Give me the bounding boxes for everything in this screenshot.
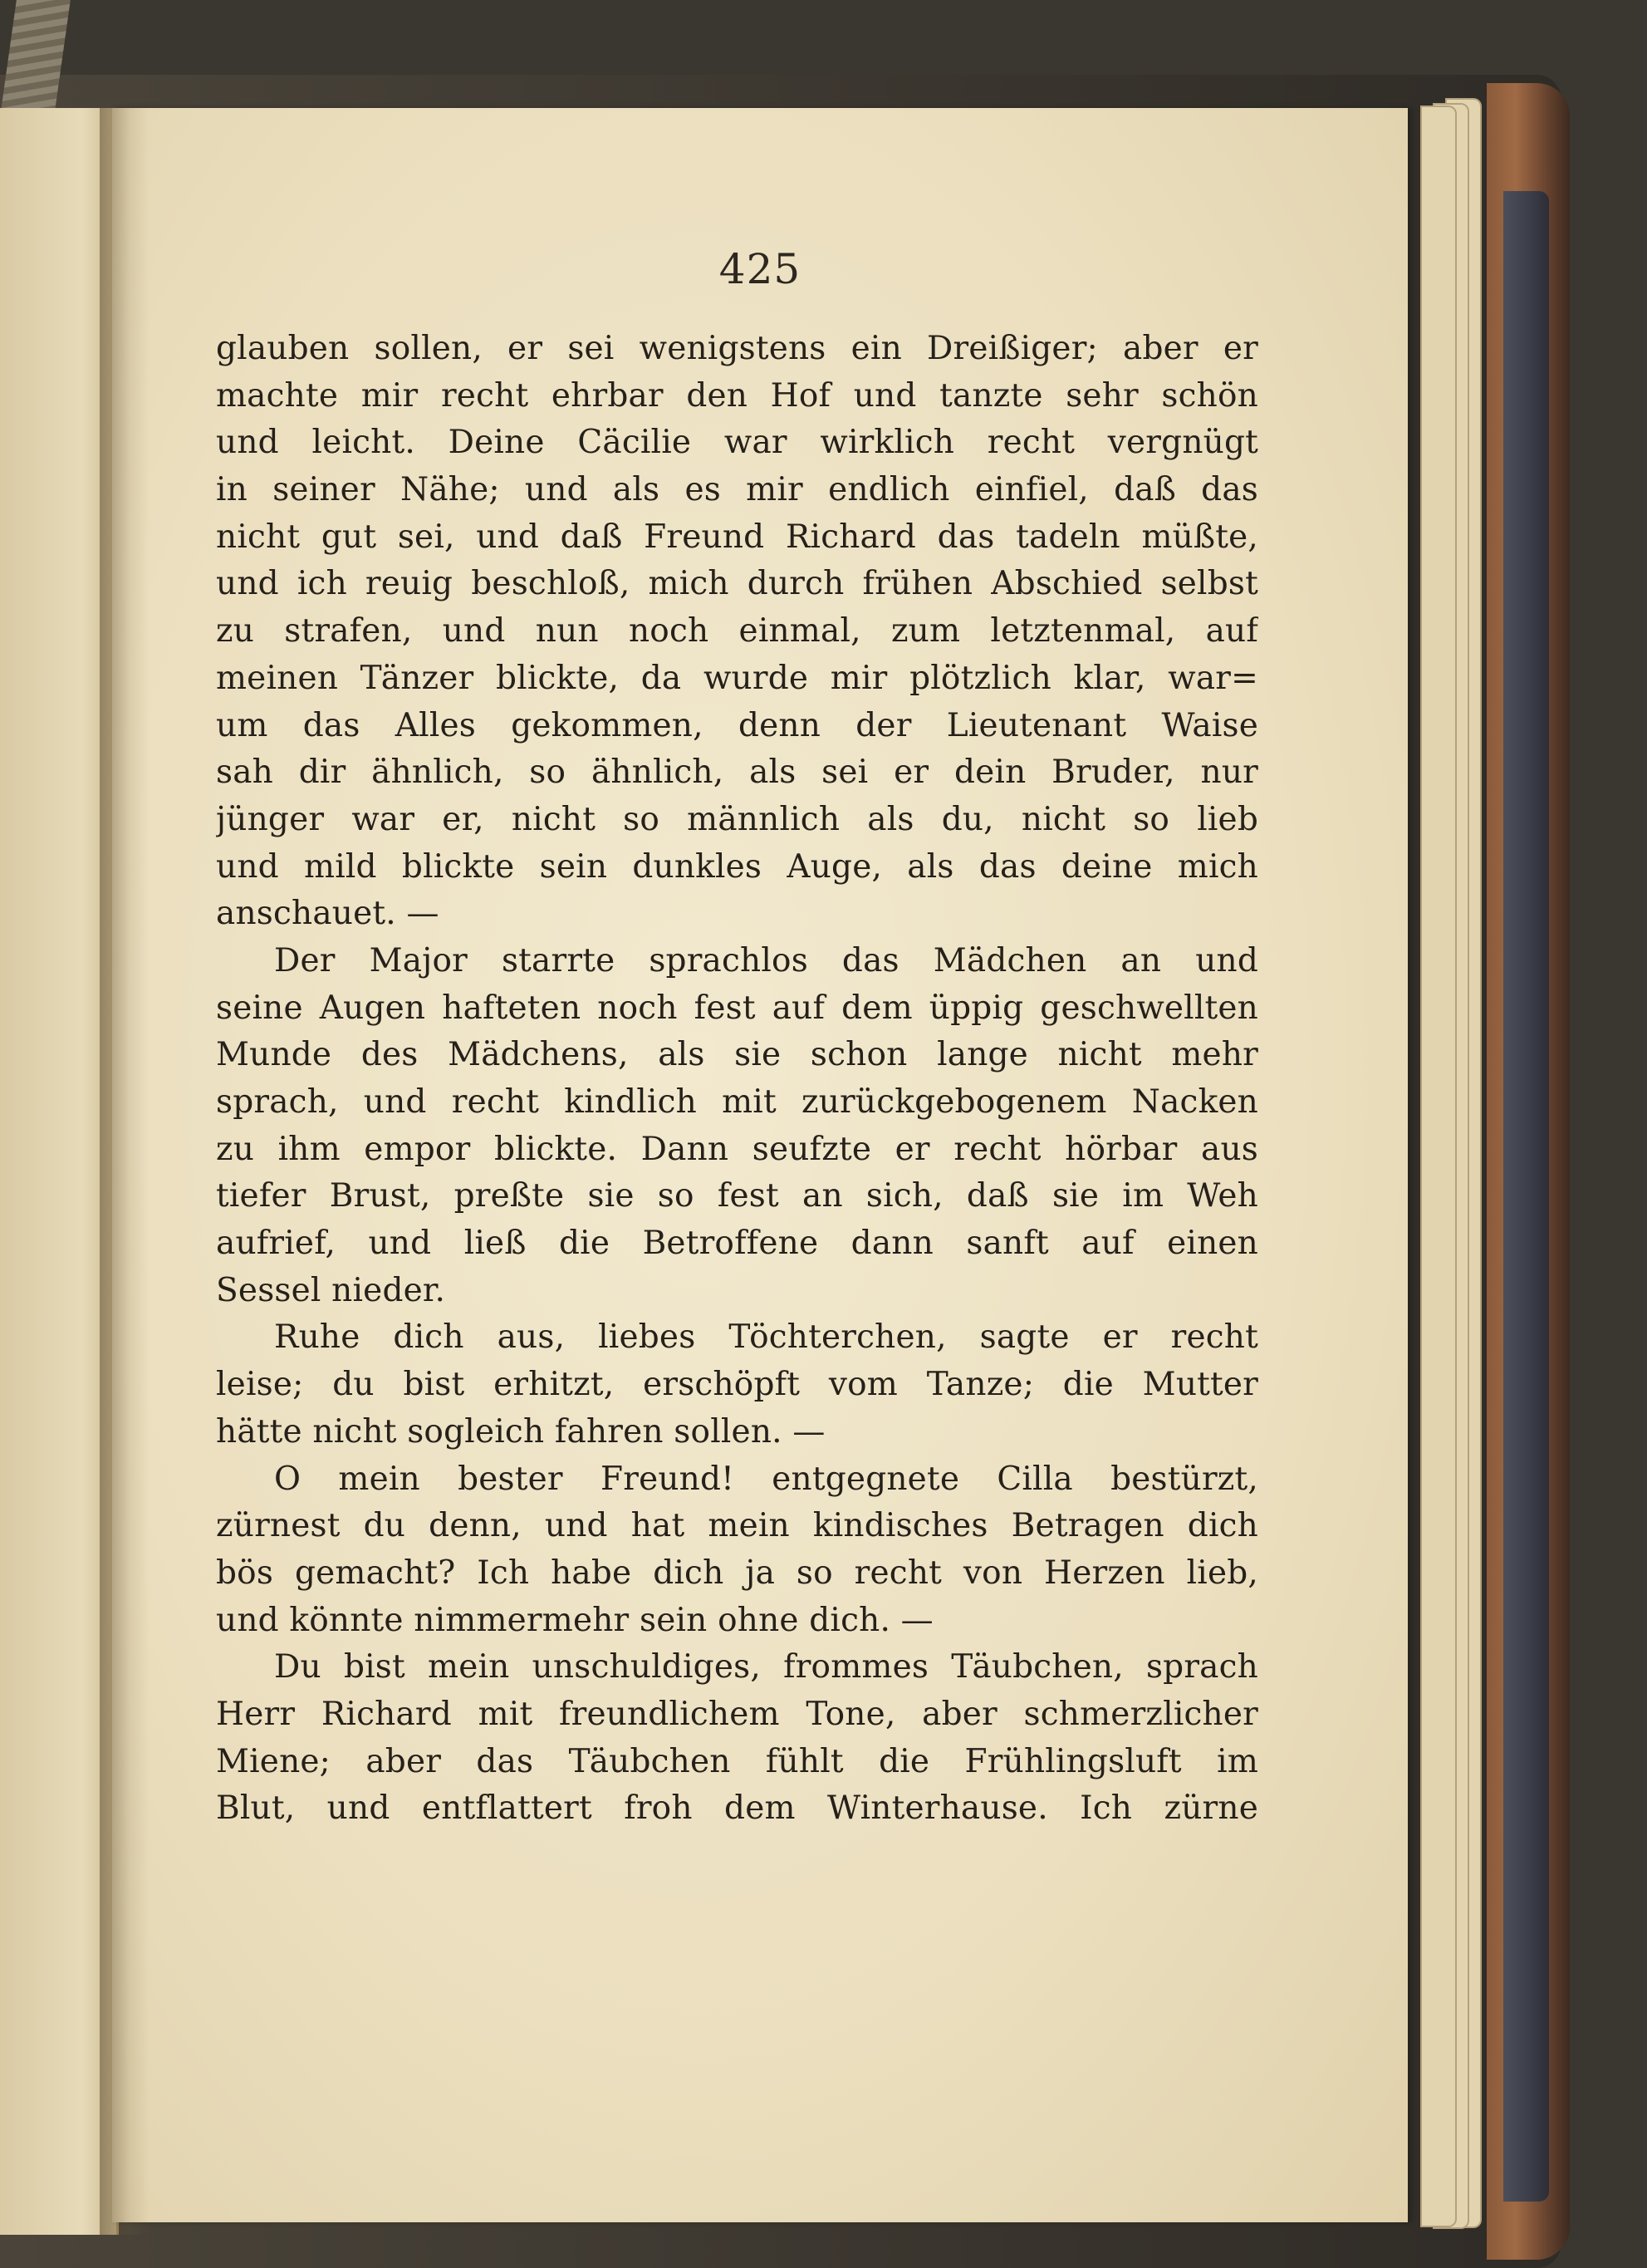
- page-number: 425: [718, 245, 801, 293]
- text-line: Der Major starrte sprachlos das Mädchen an und: [274, 941, 1258, 979]
- book-cover-cloth: [1503, 191, 1549, 2202]
- text-line: und könnte nimmermehr sein ohne dich. —: [216, 1601, 934, 1639]
- text-line: Munde des Mädchens, als sie schon lange nicht mehr: [216, 1036, 1258, 1074]
- text-line: und ich reuig beschloß, mich durch frühen Abschied selbst: [216, 565, 1258, 603]
- text-line: Du bist mein unschuldiges, frommes Täubchen, sprach: [274, 1648, 1258, 1686]
- text-line: seine Augen hafteten noch fest auf dem üppig geschwellten: [216, 989, 1258, 1027]
- text-line: zürnest du denn, und hat mein kindisches Betragen dich: [216, 1507, 1258, 1545]
- text-line: zu ihm empor blickte. Dann seufzte er recht hörbar aus: [216, 1130, 1258, 1168]
- book-page: [112, 108, 1408, 2222]
- text-line: glauben sollen, er sei wenigstens ein Dreißiger; aber er: [216, 330, 1258, 367]
- text-line: anschauet. —: [216, 895, 439, 933]
- text-line: aufrief, und ließ die Betroffene dann sanft auf einen: [216, 1225, 1258, 1263]
- gutter-shadow: [100, 108, 150, 2235]
- text-line: und mild blickte sein dunkles Auge, als das deine mich: [216, 847, 1258, 886]
- text-line: in seiner Nähe; und als es mir endlich einfiel, daß das: [216, 471, 1258, 509]
- text-line: Blut, und entflattert froh dem Winterhause. Ich zürne: [216, 1789, 1258, 1828]
- text-line: um das Alles gekommen, denn der Lieutenant Waise: [216, 706, 1258, 744]
- text-line: leise; du bist erhitzt, erschöpft vom Tanze; die Mutter: [216, 1366, 1258, 1404]
- text-line: tiefer Brust, preßte sie so fest an sich, daß sie im Weh: [216, 1177, 1258, 1215]
- text-line: hätte nicht sogleich fahren sollen. —: [216, 1412, 826, 1451]
- text-line: sah dir ähnlich, so ähnlich, als sei er dein Bruder, nur: [216, 754, 1258, 792]
- text-line: nicht gut sei, und daß Freund Richard das tadeln müßte,: [216, 518, 1258, 556]
- text-line: Sessel nieder.: [216, 1271, 446, 1309]
- text-line: Ruhe dich aus, liebes Töchterchen, sagte er recht: [274, 1318, 1258, 1357]
- text-line: jünger war er, nicht so männlich als du, nicht so lieb: [216, 800, 1258, 838]
- page-text: [216, 326, 1258, 1833]
- page-edge: [1420, 106, 1457, 2227]
- text-line: Miene; aber das Täubchen fühlt die Frühlingsluft im: [216, 1742, 1258, 1780]
- text-line: Herr Richard mit freundlichem Tone, aber schmerzlicher: [216, 1695, 1258, 1733]
- text-line: sprach, und recht kindlich mit zurückgebogenem Nacken: [216, 1083, 1258, 1121]
- text-line: O mein bester Freund! entgegnete Cilla bestürzt,: [274, 1460, 1258, 1498]
- text-line: zu strafen, und nun noch einmal, zum letztenmal, auf: [216, 612, 1258, 650]
- text-line: meinen Tänzer blickte, da wurde mir plötzlich klar, war=: [216, 659, 1258, 697]
- text-line: machte mir recht ehrbar den Hof und tanzte sehr schön: [216, 376, 1258, 415]
- text-line: bös gemacht? Ich habe dich ja so recht von Herzen lieb,: [216, 1554, 1258, 1592]
- text-line: und leicht. Deine Cäcilie war wirklich recht vergnügt: [216, 424, 1258, 462]
